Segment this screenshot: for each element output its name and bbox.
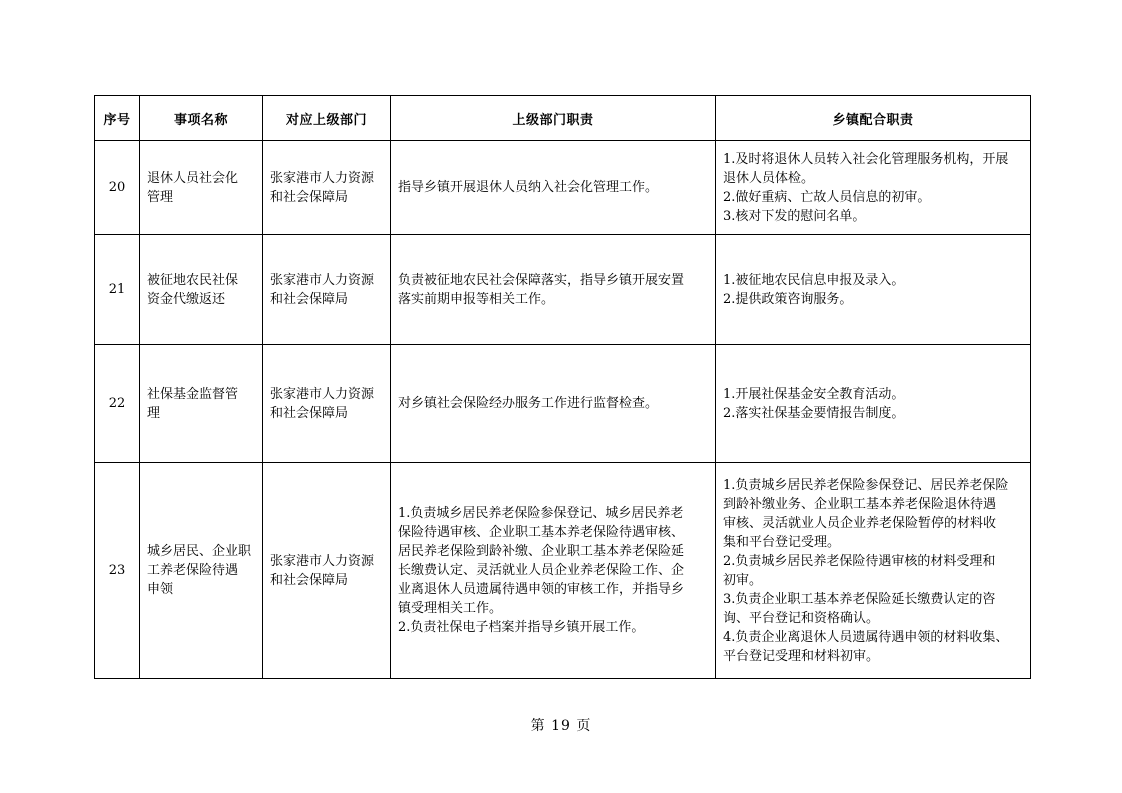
superior-dept: 张家港市人力资源 和社会保障局 — [263, 463, 391, 679]
superior-duty: 1.负责城乡居民养老保险参保登记、城乡居民养老 保险待遇审核、企业职工基本养老保险待遇审核、 居民养老保险到龄补缴、企业职工基本养老保险延 长缴费认定、灵活就业人员企业养老保险工作、企 业离退休人员遗属待遇申领的审核工作，并指导乡 镇受理相关工作。 2.负责社保电子档案并指导乡镇开展工作。 — [391, 463, 716, 679]
item-name: 被征地农民社保 资金代缴返还 — [140, 235, 263, 345]
table-row — [95, 235, 1031, 345]
header-item-name: 事项名称 — [140, 96, 263, 141]
township-duty: 1.开展社保基金安全教育活动。 2.落实社保基金要情报告制度。 — [716, 345, 1031, 463]
township-duty: 1.及时将退休人员转入社会化管理服务机构，开展 退休人员体检。 2.做好重病、亡故人员信息的初审。 3.核对下发的慰问名单。 — [716, 141, 1031, 235]
duty-table — [94, 95, 1031, 679]
row-number: 22 — [95, 345, 140, 463]
header-township-duty: 乡镇配合职责 — [716, 96, 1031, 141]
item-name: 城乡居民、企业职 工养老保险待遇 申领 — [140, 463, 263, 679]
table-row — [95, 463, 1031, 679]
table-header-row — [95, 96, 1031, 141]
superior-dept: 张家港市人力资源 和社会保障局 — [263, 235, 391, 345]
superior-duty: 对乡镇社会保险经办服务工作进行监督检查。 — [391, 345, 716, 463]
item-name: 退休人员社会化 管理 — [140, 141, 263, 235]
row-number: 20 — [95, 141, 140, 235]
township-duty: 1.被征地农民信息申报及录入。 2.提供政策咨询服务。 — [716, 235, 1031, 345]
page-number: 第 19 页 — [530, 718, 592, 734]
superior-dept: 张家港市人力资源 和社会保障局 — [263, 345, 391, 463]
item-name: 社保基金监督管 理 — [140, 345, 263, 463]
superior-duty: 负责被征地农民社会保障落实，指导乡镇开展安置 落实前期申报等相关工作。 — [391, 235, 716, 345]
row-number: 23 — [95, 463, 140, 679]
township-duty: 1.负责城乡居民养老保险参保登记、居民养老保险 到龄补缴业务、企业职工基本养老保险退休待遇 审核、灵活就业人员企业养老保险暂停的材料收 集和平台登记受理。 2.负责城乡居民养老保险待遇审核的材料受理和 初审。 3.负责企业职工基本养老保险延长缴费认定的咨 询、平台登记和资格确认。 4.负责企业离退休人员遗属待遇申领的材料收集、 平台登记受理和材料初审。 — [716, 463, 1031, 679]
table-row — [95, 345, 1031, 463]
header-superior-duty: 上级部门职责 — [391, 96, 716, 141]
superior-dept: 张家港市人力资源 和社会保障局 — [263, 141, 391, 235]
header-no: 序号 — [95, 96, 140, 141]
header-superior-dept: 对应上级部门 — [263, 96, 391, 141]
table-row — [95, 141, 1031, 235]
superior-duty: 指导乡镇开展退休人员纳入社会化管理工作。 — [391, 141, 716, 235]
row-number: 21 — [95, 235, 140, 345]
